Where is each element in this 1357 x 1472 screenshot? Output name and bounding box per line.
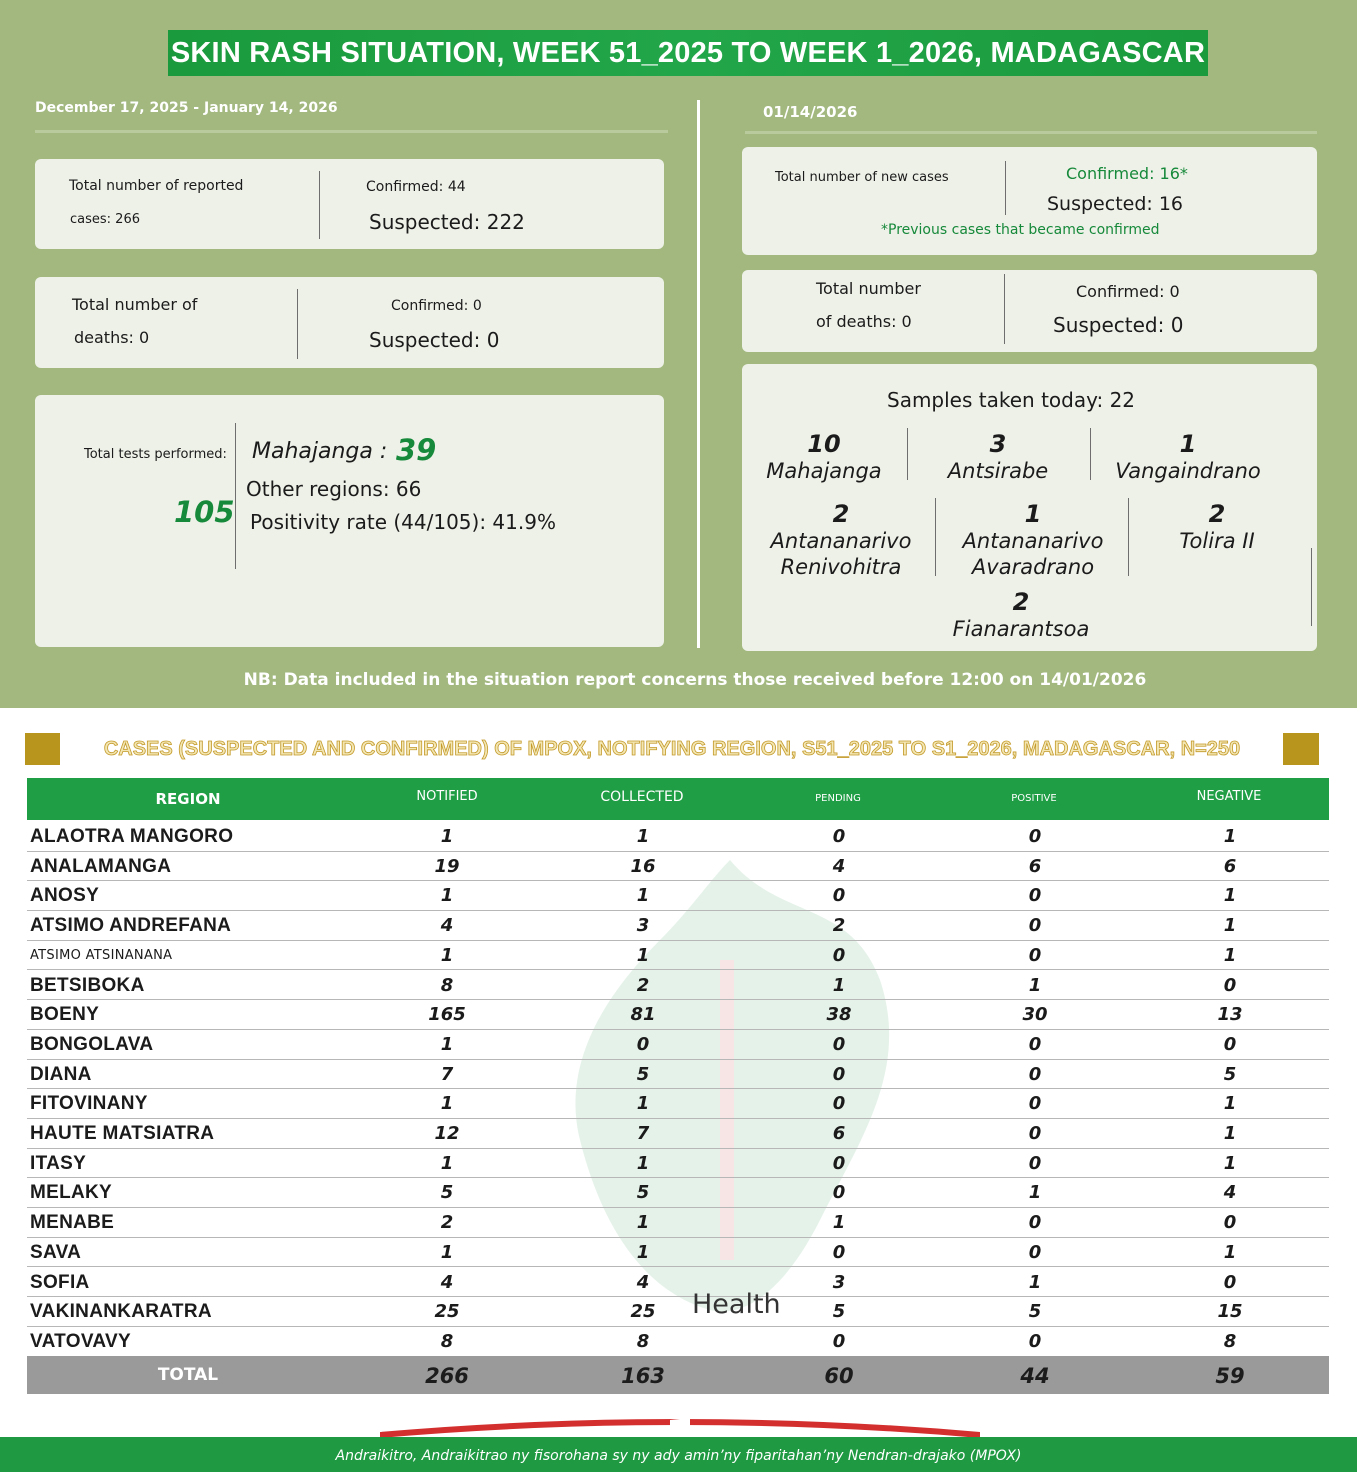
sample-item-mahajanga [750, 430, 898, 484]
cell-negative: 1 [1223, 915, 1237, 937]
cell-negative: 1 [1223, 944, 1237, 966]
cell-region: FITOVINANY [30, 1093, 148, 1115]
cell-positive: 5 [1028, 1301, 1042, 1323]
cell-negative: 6 [1223, 855, 1237, 877]
total-notified: 266 [425, 1364, 469, 1388]
sample-name-line1: Antananarivo [770, 529, 912, 553]
cell-negative: 0 [1223, 1033, 1237, 1055]
deaths-card [35, 277, 664, 368]
cell-pending: 0 [832, 944, 846, 966]
cell-region: ATSIMO ANDREFANA [30, 915, 232, 937]
table-row [27, 911, 1329, 941]
cell-notified: 1 [440, 1093, 454, 1115]
sample-item-antananarivo-renivohitra [762, 500, 920, 580]
cell-positive: 0 [1028, 915, 1042, 937]
reported-label-line1: Total number of reported [69, 178, 244, 194]
cell-region: ALAOTRA MANGORO [30, 826, 234, 847]
sample-name: Fianarantsoa [952, 617, 1090, 641]
tests-label: Total tests performed: [84, 447, 227, 462]
cell-collected: 1 [636, 1241, 650, 1263]
header-notified: NOTIFIED [416, 789, 478, 804]
cell-positive: 1 [1028, 1182, 1042, 1204]
confirmed-note: *Previous cases that became confirmed [881, 222, 1160, 238]
sample-name: Tolira II [1179, 529, 1255, 553]
cell-positive: 0 [1028, 1063, 1042, 1085]
table-row [27, 1327, 1329, 1357]
sample-item-vangaindrano [1104, 430, 1272, 484]
sample-count: 2 [1208, 500, 1226, 528]
table-row [27, 1060, 1329, 1090]
cell-pending: 1 [832, 974, 846, 996]
left-rule [35, 130, 668, 133]
new-cases-separator [1005, 161, 1006, 215]
samples-title: Samples taken today: 22 [887, 388, 1136, 412]
samples-card [742, 364, 1317, 651]
cell-collected: 5 [636, 1182, 650, 1204]
cell-collected: 2 [636, 974, 650, 996]
cell-region: BOENY [30, 1004, 100, 1026]
cell-region: SOFIA [30, 1271, 90, 1293]
cell-notified: 2 [440, 1212, 454, 1234]
deaths-suspected: Suspected: 0 [369, 328, 500, 352]
cell-region: VATOVAVY [30, 1330, 131, 1352]
cell-notified: 165 [428, 1004, 466, 1026]
total-negative: 59 [1215, 1364, 1245, 1388]
total-positive: 44 [1020, 1364, 1050, 1388]
cell-region: ANALAMANGA [30, 855, 172, 877]
table-row [27, 1268, 1329, 1298]
cell-negative: 1 [1223, 885, 1237, 907]
situation-dashboard [0, 0, 1357, 708]
cell-pending: 38 [826, 1004, 852, 1026]
cell-notified: 1 [440, 1152, 454, 1174]
cell-negative: 1 [1223, 1123, 1237, 1144]
new-deaths-separator [1004, 274, 1005, 344]
cell-positive: 0 [1028, 1123, 1042, 1144]
cell-collected: 1 [636, 885, 650, 907]
cell-negative: 0 [1223, 1212, 1237, 1234]
cell-notified: 1 [440, 1241, 454, 1263]
cell-negative: 13 [1217, 1004, 1243, 1026]
column-divider [697, 100, 700, 648]
cell-pending: 5 [832, 1301, 846, 1323]
table-row [27, 1238, 1329, 1268]
cell-pending: 3 [832, 1271, 846, 1293]
reported-cases-card [35, 159, 664, 249]
reported-label-line2: cases: 266 [70, 212, 140, 227]
cell-pending: 0 [832, 885, 846, 907]
data-note: NB: Data included in the situation report concerns those received before 12:00 on 14/01/2026 [243, 670, 1147, 690]
cell-notified: 5 [440, 1182, 454, 1204]
new-deaths-suspected: Suspected: 0 [1053, 313, 1184, 337]
header-positive: POSITIVE [1011, 793, 1057, 804]
cell-collected: 7 [636, 1123, 650, 1144]
cell-collected: 1 [636, 944, 650, 966]
cell-notified: 1 [440, 1033, 454, 1055]
cell-collected: 1 [636, 826, 650, 847]
new-deaths-label-line2: of deaths: 0 [816, 312, 912, 331]
cell-pending: 0 [832, 1182, 846, 1204]
right-rule [745, 131, 1317, 134]
cell-negative: 1 [1223, 826, 1237, 847]
cell-region: ITASY [30, 1152, 87, 1174]
flag-ribbon-icon [380, 1418, 980, 1438]
table-row [27, 852, 1329, 882]
cell-region: HAUTE MATSIATRA [30, 1123, 215, 1144]
cell-region: MENABE [30, 1212, 115, 1234]
cell-collected: 16 [630, 855, 656, 877]
table-row [27, 1000, 1329, 1030]
cell-pending: 0 [832, 1033, 846, 1055]
cell-positive: 0 [1028, 944, 1042, 966]
report-title-banner: SKIN RASH SITUATION, WEEK 51_2025 TO WEEK 1_2026, MADAGASCAR [168, 30, 1208, 76]
cell-positive: 0 [1028, 1093, 1042, 1115]
cell-positive: 1 [1028, 974, 1042, 996]
cell-negative: 4 [1223, 1182, 1237, 1204]
cell-positive: 0 [1028, 1212, 1042, 1234]
cell-pending: 6 [832, 1123, 846, 1144]
other-regions-tests: Other regions: 66 [246, 477, 422, 501]
table-row [27, 1208, 1329, 1238]
cell-notified: 7 [440, 1063, 454, 1085]
table-title: CASES (SUSPECTED AND CONFIRMED) OF MPOX, NOTIFYING REGION, S51_2025 TO S1_2026, MADAGASCAR, N=250 [103, 738, 1241, 760]
cell-negative: 1 [1223, 1241, 1237, 1263]
cell-pending: 2 [832, 915, 846, 937]
cell-positive: 6 [1028, 855, 1042, 877]
health-overlay-text: Health [692, 1289, 781, 1320]
table-row [27, 1178, 1329, 1208]
sample-count: 10 [807, 430, 841, 458]
cell-negative: 1 [1223, 1152, 1237, 1174]
sample-name: Vangaindrano [1115, 459, 1261, 483]
sample-separator [907, 428, 908, 480]
cell-positive: 0 [1028, 885, 1042, 907]
reported-suspected: Suspected: 222 [369, 210, 525, 234]
reported-separator [319, 171, 320, 239]
cell-region: VAKINANKARATRA [30, 1301, 212, 1323]
cell-positive: 0 [1028, 1330, 1042, 1352]
cell-collected: 5 [636, 1063, 650, 1085]
sample-separator [1128, 498, 1129, 576]
table-row [27, 1030, 1329, 1060]
deaths-separator [297, 289, 298, 359]
new-deaths-card [742, 270, 1317, 352]
deaths-label-line2: deaths: 0 [74, 328, 150, 347]
sample-separator [935, 498, 936, 576]
table-row [27, 1149, 1329, 1179]
tests-separator [235, 423, 236, 569]
cell-notified: 25 [434, 1301, 460, 1323]
sample-name-line1: Antananarivo [962, 529, 1104, 553]
cell-collected: 25 [630, 1301, 656, 1323]
reported-confirmed: Confirmed: 44 [366, 179, 466, 195]
sample-item-fianarantsoa [942, 588, 1100, 642]
cell-collected: 3 [636, 915, 650, 937]
cell-region: DIANA [30, 1063, 92, 1085]
total-pending: 60 [824, 1364, 854, 1388]
table-row [27, 1089, 1329, 1119]
table-row [27, 1119, 1329, 1149]
sample-count: 2 [832, 500, 850, 528]
cell-pending: 0 [832, 1241, 846, 1263]
cell-positive: 0 [1028, 826, 1042, 847]
cell-region: MELAKY [30, 1182, 113, 1204]
cell-collected: 4 [636, 1271, 650, 1293]
header-pending: PENDING [815, 793, 861, 804]
positivity-rate: Positivity rate (44/105): 41.9% [250, 510, 556, 534]
cell-positive: 0 [1028, 1152, 1042, 1174]
new-deaths-label-line1: Total number [816, 279, 921, 298]
cell-pending: 0 [832, 1063, 846, 1085]
cell-collected: 0 [636, 1033, 650, 1055]
new-cases-suspected: Suspected: 16 [1047, 193, 1184, 215]
table-header [27, 778, 1329, 820]
cell-region: ATSIMO ATSINANANA [30, 947, 173, 963]
cell-notified: 4 [440, 1271, 454, 1293]
cell-notified: 12 [434, 1123, 460, 1144]
cell-negative: 15 [1217, 1301, 1243, 1323]
mahajanga-label: Mahajanga : [252, 439, 388, 464]
cell-region: BONGOLAVA [30, 1033, 154, 1055]
cell-pending: 0 [832, 1330, 846, 1352]
cell-notified: 19 [434, 855, 460, 877]
tests-card [35, 395, 664, 647]
cell-positive: 0 [1028, 1033, 1042, 1055]
sample-count: 3 [989, 430, 1007, 458]
cell-negative: 0 [1223, 1271, 1237, 1293]
table-row [27, 941, 1329, 971]
sample-item-antananarivo-avaradrano [954, 500, 1112, 580]
cell-negative: 1 [1223, 1093, 1237, 1115]
header-negative: NEGATIVE [1196, 789, 1262, 804]
cell-region: BETSIBOKA [30, 974, 145, 996]
table-row [27, 971, 1329, 1001]
cell-negative: 5 [1223, 1063, 1237, 1085]
sample-item-antsirabe [924, 430, 1072, 484]
sample-count: 1 [1179, 430, 1197, 458]
period-range: December 17, 2025 - January 14, 2026 [35, 100, 338, 116]
report-date: 01/14/2026 [763, 103, 858, 121]
cell-collected: 81 [630, 1004, 656, 1026]
table-row [27, 881, 1329, 911]
cell-collected: 1 [636, 1093, 650, 1115]
sample-name-line2: Avaradrano [971, 555, 1095, 579]
sample-name: Antsirabe [947, 459, 1049, 483]
title-accent-left [25, 733, 60, 765]
new-cases-confirmed: Confirmed: 16* [1066, 164, 1188, 183]
cell-pending: 0 [832, 1093, 846, 1115]
title-accent-right [1283, 733, 1319, 765]
sample-count: 1 [1024, 500, 1042, 528]
table-row [27, 1297, 1329, 1327]
header-collected: COLLECTED [600, 789, 684, 805]
cell-region: ANOSY [30, 885, 100, 907]
cell-collected: 1 [636, 1152, 650, 1174]
total-collected: 163 [621, 1364, 665, 1388]
cell-positive: 0 [1028, 1241, 1042, 1263]
footer-slogan: Andraikitro, Andraikitrao ny fisorohana sy ny ady amin’ny fiparitahan’ny Nendran-drajako (MPOX) [0, 1437, 1357, 1472]
cell-notified: 8 [440, 1330, 454, 1352]
sample-name: Mahajanga [766, 459, 882, 483]
header-region: REGION [155, 790, 221, 808]
sample-separator [1090, 428, 1091, 480]
cell-notified: 8 [440, 974, 454, 996]
cell-positive: 30 [1022, 1004, 1048, 1026]
deaths-label-line1: Total number of [72, 295, 198, 314]
sample-count: 2 [1012, 588, 1030, 616]
deaths-confirmed: Confirmed: 0 [391, 298, 482, 314]
cell-negative: 0 [1223, 974, 1237, 996]
cell-notified: 1 [440, 885, 454, 907]
new-deaths-confirmed: Confirmed: 0 [1076, 282, 1180, 301]
cell-pending: 0 [832, 1152, 846, 1174]
cell-region: SAVA [30, 1241, 82, 1263]
cell-notified: 4 [440, 915, 454, 937]
cell-notified: 1 [440, 826, 454, 847]
cell-notified: 1 [440, 944, 454, 966]
sample-name-line2: Renivohitra [780, 555, 902, 579]
cell-pending: 1 [832, 1212, 846, 1234]
total-row [27, 1356, 1329, 1394]
new-cases-label: Total number of new cases [775, 170, 949, 185]
cell-collected: 1 [636, 1212, 650, 1234]
tests-total: 105 [174, 495, 235, 529]
cell-pending: 0 [832, 826, 846, 847]
new-cases-card [742, 147, 1317, 255]
total-label: TOTAL [157, 1365, 219, 1385]
cell-negative: 8 [1223, 1330, 1237, 1352]
cell-positive: 1 [1028, 1271, 1042, 1293]
cell-collected: 8 [636, 1330, 650, 1352]
table-row [27, 822, 1329, 852]
sample-separator [1311, 548, 1312, 626]
cell-pending: 4 [832, 855, 846, 877]
mahajanga-tests: 39 [396, 433, 437, 467]
sample-item-tolira-ii [1152, 500, 1282, 554]
